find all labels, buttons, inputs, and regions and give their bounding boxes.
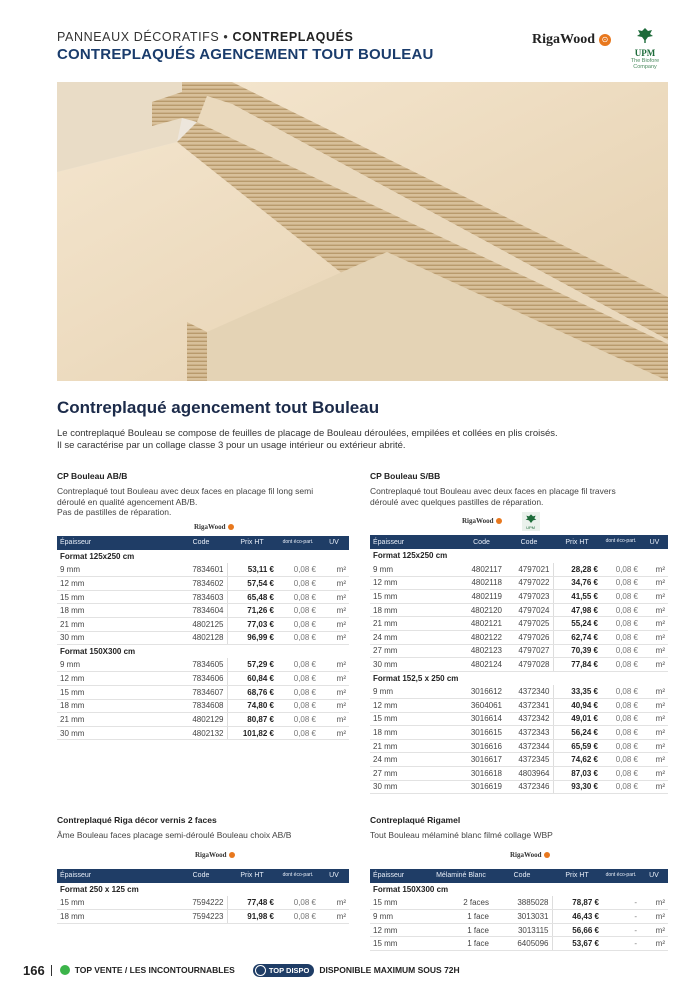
code-cell: 4802121 bbox=[458, 617, 505, 631]
table-sbb: Épaisseur Code Code Prix HT dont éco-part. UV Format 125x250 cm 9 mm 4802117 4797021 28,28 € 0,08 € m² 12 mm 4802118 4797022 34,76 € 0,08 € m² 15 mm 4802119 4797023 41,55 € 0,08 € m² 18 mm 4802120 4797024 47,98 € 0,08 € m² 21 mm 4802121 4797025 55,24 € 0,08 € m² 24 mm 4802122 4797026 62,74 € 0,08 € m² 27 mm 4802123 4797027 70,39 € 0,08 € m² 30 mm 4802124 4797028 77,84 € 0,08 € m² Format 152,5 x 250 cm 9 mm 3016612 4372340 33,35 € 0,08 € m² 12 mm 3604061 4372341 40,94 € 0,08 € m² 15 mm 3016614 4372342 49,01 € 0,08 € m² 18 mm 3016615 4372343 56,24 € 0,08 € m² 21 mm 3016616 4372344 65,59 € 0,08 € m² 24 mm 3016617 4372345 74,62 € 0,08 € m² 27 mm 3016618 4803964 87,03 € 0,08 € m² 30 mm 3016619 4372346 93,30 € 0,08 € m² bbox=[370, 535, 668, 794]
price-cell: 77,84 € bbox=[553, 658, 601, 672]
table-row bbox=[57, 658, 349, 672]
unit-cell: m² bbox=[641, 767, 668, 781]
unit-cell: m² bbox=[641, 739, 668, 753]
unit-cell: m² bbox=[319, 604, 349, 618]
melamine-cell: 2 faces bbox=[430, 896, 492, 910]
top-dispo-legend: DISPONIBLE MAXIMUM SOUS 72H bbox=[319, 965, 460, 975]
price-cell: 78,87 € bbox=[552, 896, 602, 910]
price-cell: 49,01 € bbox=[553, 712, 601, 726]
price-cell: 62,74 € bbox=[553, 631, 601, 645]
price-cell: 74,62 € bbox=[553, 753, 601, 767]
code-cell: 7834603 bbox=[175, 590, 227, 604]
eco-part-cell: 0,08 € bbox=[601, 780, 641, 794]
code-cell: 3016619 bbox=[458, 780, 505, 794]
format-label: Format 152,5 x 250 cm bbox=[373, 673, 459, 683]
unit-cell: m² bbox=[641, 699, 668, 713]
code-cell: 3016612 bbox=[458, 685, 505, 699]
code-cell: 7834602 bbox=[175, 577, 227, 591]
unit-cell: m² bbox=[640, 910, 668, 924]
eco-part-cell: 0,08 € bbox=[601, 685, 641, 699]
eco-part-cell: - bbox=[602, 937, 640, 951]
eco-part-cell: 0,08 € bbox=[277, 910, 319, 924]
unit-cell: m² bbox=[319, 563, 349, 577]
table-row bbox=[370, 658, 668, 672]
unit-cell: m² bbox=[641, 712, 668, 726]
table-row bbox=[370, 910, 668, 924]
eco-part-cell: 0,08 € bbox=[277, 631, 319, 645]
table-row bbox=[370, 780, 668, 794]
code-cell: 7834607 bbox=[175, 685, 227, 699]
thickness-cell: 15 mm bbox=[370, 590, 458, 604]
price-cell: 65,48 € bbox=[227, 590, 277, 604]
unit-cell: m² bbox=[640, 923, 668, 937]
thickness-cell: 15 mm bbox=[370, 937, 430, 951]
code-cell: 7834608 bbox=[175, 699, 227, 713]
upm-mini-leaf-icon bbox=[525, 513, 537, 525]
code-cell: 4372344 bbox=[505, 739, 553, 753]
code-cell: 4803964 bbox=[505, 767, 553, 781]
price-cell: 91,98 € bbox=[227, 910, 277, 924]
price-cell: 71,26 € bbox=[227, 604, 277, 618]
eco-part-cell: 0,08 € bbox=[601, 563, 641, 577]
price-cell: 28,28 € bbox=[553, 563, 601, 577]
melamine-cell: 1 face bbox=[430, 937, 492, 951]
thickness-cell: 24 mm bbox=[370, 631, 458, 645]
code-cell: 4797027 bbox=[505, 644, 553, 658]
thickness-cell: 12 mm bbox=[370, 923, 430, 937]
format-row bbox=[57, 645, 349, 659]
unit-cell: m² bbox=[641, 644, 668, 658]
section-rigamel bbox=[370, 815, 668, 951]
price-cell: 93,30 € bbox=[553, 780, 601, 794]
melamine-cell: 1 face bbox=[430, 923, 492, 937]
table-row bbox=[370, 699, 668, 713]
code-cell: 3016616 bbox=[458, 739, 505, 753]
code-cell: 4372340 bbox=[505, 685, 553, 699]
section-decor-title: Contreplaqué Riga décor vernis 2 faces bbox=[57, 815, 217, 825]
eco-part-cell: 0,08 € bbox=[277, 896, 319, 910]
code-cell: 4797023 bbox=[505, 590, 553, 604]
eco-part-cell: 0,08 € bbox=[601, 576, 641, 590]
thickness-cell: 30 mm bbox=[370, 780, 458, 794]
upm-leaf-icon bbox=[636, 27, 654, 43]
price-cell: 77,03 € bbox=[227, 617, 277, 631]
code-cell: 7834601 bbox=[175, 563, 227, 577]
price-cell: 40,94 € bbox=[553, 699, 601, 713]
code-cell: 7594223 bbox=[175, 910, 227, 924]
rigawood-mini-logo: RigaWood bbox=[194, 523, 234, 531]
table-row bbox=[370, 617, 668, 631]
table-row bbox=[370, 937, 668, 951]
melamine-cell: 1 face bbox=[430, 910, 492, 924]
breadcrumb: PANNEAUX DÉCORATIFS • CONTREPLAQUÉS bbox=[57, 30, 354, 44]
thickness-cell: 18 mm bbox=[370, 726, 458, 740]
table-row bbox=[370, 896, 668, 910]
table-row bbox=[57, 910, 349, 924]
top-vente-legend: TOP VENTE / LES INCONTOURNABLES bbox=[74, 965, 235, 975]
page-footer bbox=[23, 962, 683, 978]
price-cell: 56,24 € bbox=[553, 726, 601, 740]
table-row bbox=[57, 672, 349, 686]
unit-cell: m² bbox=[319, 713, 349, 727]
code-cell: 4797025 bbox=[505, 617, 553, 631]
price-cell: 47,98 € bbox=[553, 603, 601, 617]
eco-part-cell: 0,08 € bbox=[277, 590, 319, 604]
table-row bbox=[370, 603, 668, 617]
section-sbb bbox=[370, 471, 668, 794]
top-vente-icon bbox=[60, 965, 70, 975]
rigawood-badge-icon: ⊙ bbox=[599, 34, 611, 46]
table-rigamel: Épaisseur Mélaminé Blanc Code Prix HT dont éco-part. UV Format 150X300 cm 15 mm 2 faces 3885028 78,87 € - m² 9 mm 1 face 3013031 46,43 € - m² 12 mm 1 face 3013115 56,66 € - m² 15 mm 1 face 6405096 53,67 € - m² bbox=[370, 869, 668, 951]
format-label: Format 125x250 cm bbox=[60, 551, 135, 561]
upm-mini-logo: UPM bbox=[522, 512, 540, 531]
unit-cell: m² bbox=[641, 780, 668, 794]
eco-part-cell: 0,08 € bbox=[277, 726, 319, 740]
table-row bbox=[57, 685, 349, 699]
top-dispo-badge: TOP DISPO bbox=[253, 964, 315, 977]
code-cell: 4372346 bbox=[505, 780, 553, 794]
unit-cell: m² bbox=[319, 590, 349, 604]
thickness-cell: 15 mm bbox=[370, 712, 458, 726]
section-sbb-description: Contreplaqué tout Bouleau avec deux faces en placage fil travers déroulé avec quelques pastilles de réparation. bbox=[370, 486, 616, 507]
price-cell: 96,99 € bbox=[227, 631, 277, 645]
unit-cell: m² bbox=[641, 753, 668, 767]
code-cell: 4372345 bbox=[505, 753, 553, 767]
eco-part-cell: 0,08 € bbox=[601, 590, 641, 604]
table-row bbox=[57, 604, 349, 618]
thickness-cell: 18 mm bbox=[57, 604, 175, 618]
thickness-cell: 15 mm bbox=[57, 590, 175, 604]
code-cell: 4797026 bbox=[505, 631, 553, 645]
code-cell: 4802125 bbox=[175, 617, 227, 631]
table-row bbox=[370, 563, 668, 577]
price-cell: 56,66 € bbox=[552, 923, 602, 937]
thickness-cell: 27 mm bbox=[370, 767, 458, 781]
table-row bbox=[57, 726, 349, 740]
unit-cell: m² bbox=[319, 896, 349, 910]
code-cell: 4802120 bbox=[458, 603, 505, 617]
code-cell: 3016617 bbox=[458, 753, 505, 767]
code-cell: 7834606 bbox=[175, 672, 227, 686]
table-row bbox=[57, 590, 349, 604]
unit-cell: m² bbox=[641, 685, 668, 699]
thickness-cell: 30 mm bbox=[370, 658, 458, 672]
thickness-cell: 21 mm bbox=[370, 739, 458, 753]
table-row bbox=[370, 631, 668, 645]
format-row bbox=[370, 671, 668, 685]
eco-part-cell: 0,08 € bbox=[601, 753, 641, 767]
thickness-cell: 15 mm bbox=[57, 685, 175, 699]
price-cell: 74,80 € bbox=[227, 699, 277, 713]
unit-cell: m² bbox=[640, 937, 668, 951]
unit-cell: m² bbox=[641, 658, 668, 672]
eco-part-cell: 0,08 € bbox=[277, 685, 319, 699]
code-cell: 4797022 bbox=[505, 576, 553, 590]
section-decor bbox=[57, 815, 349, 924]
code-cell: 7834604 bbox=[175, 604, 227, 618]
eco-part-cell: 0,08 € bbox=[601, 603, 641, 617]
price-cell: 65,59 € bbox=[553, 739, 601, 753]
table-row bbox=[57, 699, 349, 713]
thickness-cell: 15 mm bbox=[370, 896, 430, 910]
thickness-cell: 18 mm bbox=[57, 699, 175, 713]
eco-part-cell: 0,08 € bbox=[277, 577, 319, 591]
section-ab-description: Contreplaqué tout Bouleau avec deux faces en placage fil long semi déroulé en qualité agencement AB/B. Pas de pastilles de réparation. bbox=[57, 486, 314, 517]
unit-cell: m² bbox=[319, 577, 349, 591]
eco-part-cell: 0,08 € bbox=[601, 644, 641, 658]
price-cell: 53,67 € bbox=[552, 937, 602, 951]
unit-cell: m² bbox=[640, 896, 668, 910]
eco-part-cell: 0,08 € bbox=[277, 604, 319, 618]
table-row bbox=[370, 753, 668, 767]
thickness-cell: 9 mm bbox=[370, 563, 458, 577]
table-row bbox=[57, 713, 349, 727]
table-row bbox=[370, 685, 668, 699]
code-cell: 4802117 bbox=[458, 563, 505, 577]
table-row bbox=[370, 576, 668, 590]
code-cell: 4802118 bbox=[458, 576, 505, 590]
unit-cell: m² bbox=[319, 672, 349, 686]
price-cell: 57,54 € bbox=[227, 577, 277, 591]
format-label: Format 150X300 cm bbox=[60, 647, 136, 657]
code-cell: 4372343 bbox=[505, 726, 553, 740]
price-cell: 77,48 € bbox=[227, 896, 277, 910]
table-row bbox=[370, 739, 668, 753]
plywood-stack-illustration bbox=[57, 82, 668, 381]
unit-cell: m² bbox=[641, 563, 668, 577]
eco-part-cell: 0,08 € bbox=[277, 563, 319, 577]
unit-cell: m² bbox=[641, 617, 668, 631]
eco-part-cell: 0,08 € bbox=[277, 672, 319, 686]
code-cell: 3016615 bbox=[458, 726, 505, 740]
unit-cell: m² bbox=[319, 617, 349, 631]
price-cell: 101,82 € bbox=[227, 726, 277, 740]
table-row bbox=[57, 631, 349, 645]
table-row bbox=[57, 617, 349, 631]
thickness-cell: 9 mm bbox=[57, 658, 175, 672]
thickness-cell: 21 mm bbox=[370, 617, 458, 631]
price-cell: 80,87 € bbox=[227, 713, 277, 727]
page-header bbox=[57, 30, 667, 70]
table-row bbox=[57, 577, 349, 591]
price-cell: 57,29 € bbox=[227, 658, 277, 672]
thickness-cell: 9 mm bbox=[370, 685, 458, 699]
code-cell: 4802129 bbox=[175, 713, 227, 727]
rigawood-logo: RigaWood ⊙ bbox=[532, 32, 611, 48]
thickness-cell: 21 mm bbox=[57, 713, 175, 727]
code-cell: 4802123 bbox=[458, 644, 505, 658]
eco-part-cell: 0,08 € bbox=[277, 713, 319, 727]
unit-cell: m² bbox=[319, 658, 349, 672]
table-row bbox=[57, 563, 349, 577]
price-cell: 34,76 € bbox=[553, 576, 601, 590]
section-rigamel-description: Tout Bouleau mélaminé blanc filmé collage WBP bbox=[370, 830, 553, 840]
code-cell: 3885028 bbox=[492, 896, 552, 910]
eco-part-cell: - bbox=[602, 896, 640, 910]
intro-text: Le contreplaqué Bouleau se compose de feuilles de placage de Bouleau déroulées, empilées et collées en plis croisés. Il se caractérise par un collage classe 3 pour un usage intérieur ou extérieur abrité. bbox=[57, 428, 558, 451]
thickness-cell: 30 mm bbox=[57, 726, 175, 740]
section-decor-description: Âme Bouleau faces placage semi-déroulé Bouleau choix AB/B bbox=[57, 830, 292, 840]
thickness-cell: 15 mm bbox=[57, 896, 175, 910]
thickness-cell: 9 mm bbox=[57, 563, 175, 577]
section-ab-title: CP Bouleau AB/B bbox=[57, 471, 128, 481]
thickness-cell: 24 mm bbox=[370, 753, 458, 767]
code-cell: 3013031 bbox=[492, 910, 552, 924]
thickness-cell: 12 mm bbox=[57, 672, 175, 686]
plywood-photo bbox=[57, 82, 668, 381]
breadcrumb-subcategory: CONTREPLAQUÉS bbox=[232, 30, 354, 44]
unit-cell: m² bbox=[641, 576, 668, 590]
code-cell: 7834605 bbox=[175, 658, 227, 672]
breadcrumb-category: PANNEAUX DÉCORATIFS bbox=[57, 30, 220, 44]
rigawood-mini-logo: RigaWood bbox=[462, 517, 502, 525]
table-row bbox=[370, 767, 668, 781]
price-cell: 87,03 € bbox=[553, 767, 601, 781]
table-row bbox=[370, 644, 668, 658]
thickness-cell: 21 mm bbox=[57, 617, 175, 631]
section-rigamel-title: Contreplaqué Rigamel bbox=[370, 815, 461, 825]
thickness-cell: 12 mm bbox=[370, 576, 458, 590]
format-row bbox=[57, 883, 349, 897]
format-row bbox=[57, 550, 349, 564]
eco-part-cell: 0,08 € bbox=[601, 658, 641, 672]
format-label: Format 250 x 125 cm bbox=[60, 884, 139, 894]
eco-part-cell: - bbox=[602, 923, 640, 937]
format-row bbox=[370, 549, 668, 563]
code-cell: 4802119 bbox=[458, 590, 505, 604]
code-cell: 4797021 bbox=[505, 563, 553, 577]
format-label: Format 125x250 cm bbox=[373, 551, 448, 561]
price-cell: 70,39 € bbox=[553, 644, 601, 658]
eco-part-cell: 0,08 € bbox=[601, 739, 641, 753]
eco-part-cell: 0,08 € bbox=[277, 617, 319, 631]
eco-part-cell: 0,08 € bbox=[277, 658, 319, 672]
table-row bbox=[57, 896, 349, 910]
unit-cell: m² bbox=[319, 910, 349, 924]
unit-cell: m² bbox=[641, 726, 668, 740]
rigawood-mini-logo: RigaWood bbox=[195, 851, 235, 859]
unit-cell: m² bbox=[319, 685, 349, 699]
price-cell: 53,11 € bbox=[227, 563, 277, 577]
code-cell: 4802128 bbox=[175, 631, 227, 645]
thickness-cell: 12 mm bbox=[370, 699, 458, 713]
table-row bbox=[370, 712, 668, 726]
eco-part-cell: 0,08 € bbox=[601, 617, 641, 631]
price-cell: 68,76 € bbox=[227, 685, 277, 699]
section-sbb-title: CP Bouleau S/BB bbox=[370, 471, 441, 481]
thickness-cell: 12 mm bbox=[57, 577, 175, 591]
code-cell: 4802122 bbox=[458, 631, 505, 645]
table-row bbox=[370, 923, 668, 937]
code-cell: 3016614 bbox=[458, 712, 505, 726]
thickness-cell: 30 mm bbox=[57, 631, 175, 645]
unit-cell: m² bbox=[641, 631, 668, 645]
code-cell: 3604061 bbox=[458, 699, 505, 713]
thickness-cell: 18 mm bbox=[370, 603, 458, 617]
code-cell: 4797028 bbox=[505, 658, 553, 672]
unit-cell: m² bbox=[641, 590, 668, 604]
price-cell: 33,35 € bbox=[553, 685, 601, 699]
page-title: CONTREPLAQUÉS AGENCEMENT TOUT BOULEAU bbox=[57, 46, 434, 63]
price-cell: 46,43 € bbox=[552, 910, 602, 924]
price-cell: 41,55 € bbox=[553, 590, 601, 604]
thickness-cell: 27 mm bbox=[370, 644, 458, 658]
code-cell: 4372341 bbox=[505, 699, 553, 713]
code-cell: 4372342 bbox=[505, 712, 553, 726]
code-cell: 3016618 bbox=[458, 767, 505, 781]
table-row bbox=[370, 590, 668, 604]
unit-cell: m² bbox=[319, 699, 349, 713]
price-cell: 60,84 € bbox=[227, 672, 277, 686]
unit-cell: m² bbox=[641, 603, 668, 617]
format-label: Format 150X300 cm bbox=[373, 884, 449, 894]
code-cell: 7594222 bbox=[175, 896, 227, 910]
eco-part-cell: 0,08 € bbox=[277, 699, 319, 713]
eco-part-cell: 0,08 € bbox=[601, 726, 641, 740]
table-ab: Épaisseur Code Prix HT dont éco-part. UV Format 125x250 cm 9 mm 7834601 53,11 € 0,08 € m² 12 mm 7834602 57,54 € 0,08 € m² 15 mm 7834603 65,48 € 0,08 € m² 18 mm 7834604 71,26 € 0,08 € m² 21 mm 4802125 77,03 € 0,08 € m² 30 mm 4802128 96,99 € 0,08 € m² Format 150X300 cm 9 mm 7834605 57,29 € 0,08 € m² 12 mm 7834606 60,84 € 0,08 € m² 15 mm 7834607 68,76 € 0,08 € m² 18 mm 7834608 74,80 € 0,08 € m² 21 mm 4802129 80,87 € 0,08 € m² 30 mm 4802132 101,82 € 0,08 € m² bbox=[57, 536, 349, 741]
clock-icon bbox=[255, 965, 266, 976]
table-decor: Épaisseur Code Prix HT dont éco-part. UV Format 250 x 125 cm 15 mm 7594222 77,48 € 0,08 € m² 18 mm 7594223 91,98 € 0,08 € m² bbox=[57, 869, 349, 924]
unit-cell: m² bbox=[319, 631, 349, 645]
eco-part-cell: 0,08 € bbox=[601, 631, 641, 645]
section-title: Contreplaqué agencement tout Bouleau bbox=[57, 398, 380, 417]
section-ab bbox=[57, 471, 349, 740]
eco-part-cell: - bbox=[602, 910, 640, 924]
table-row bbox=[370, 726, 668, 740]
thickness-cell: 18 mm bbox=[57, 910, 175, 924]
page-number: 166 bbox=[23, 962, 45, 978]
eco-part-cell: 0,08 € bbox=[601, 767, 641, 781]
price-cell: 55,24 € bbox=[553, 617, 601, 631]
rigawood-mini-logo: RigaWood bbox=[510, 851, 550, 859]
code-cell: 4802124 bbox=[458, 658, 505, 672]
thickness-cell: 9 mm bbox=[370, 910, 430, 924]
unit-cell: m² bbox=[319, 726, 349, 740]
format-row bbox=[370, 883, 668, 897]
code-cell: 3013115 bbox=[492, 923, 552, 937]
code-cell: 6405096 bbox=[492, 937, 552, 951]
code-cell: 4802132 bbox=[175, 726, 227, 740]
eco-part-cell: 0,08 € bbox=[601, 699, 641, 713]
upm-logo: UPM The Biofore Company bbox=[625, 27, 665, 70]
eco-part-cell: 0,08 € bbox=[601, 712, 641, 726]
code-cell: 4797024 bbox=[505, 603, 553, 617]
